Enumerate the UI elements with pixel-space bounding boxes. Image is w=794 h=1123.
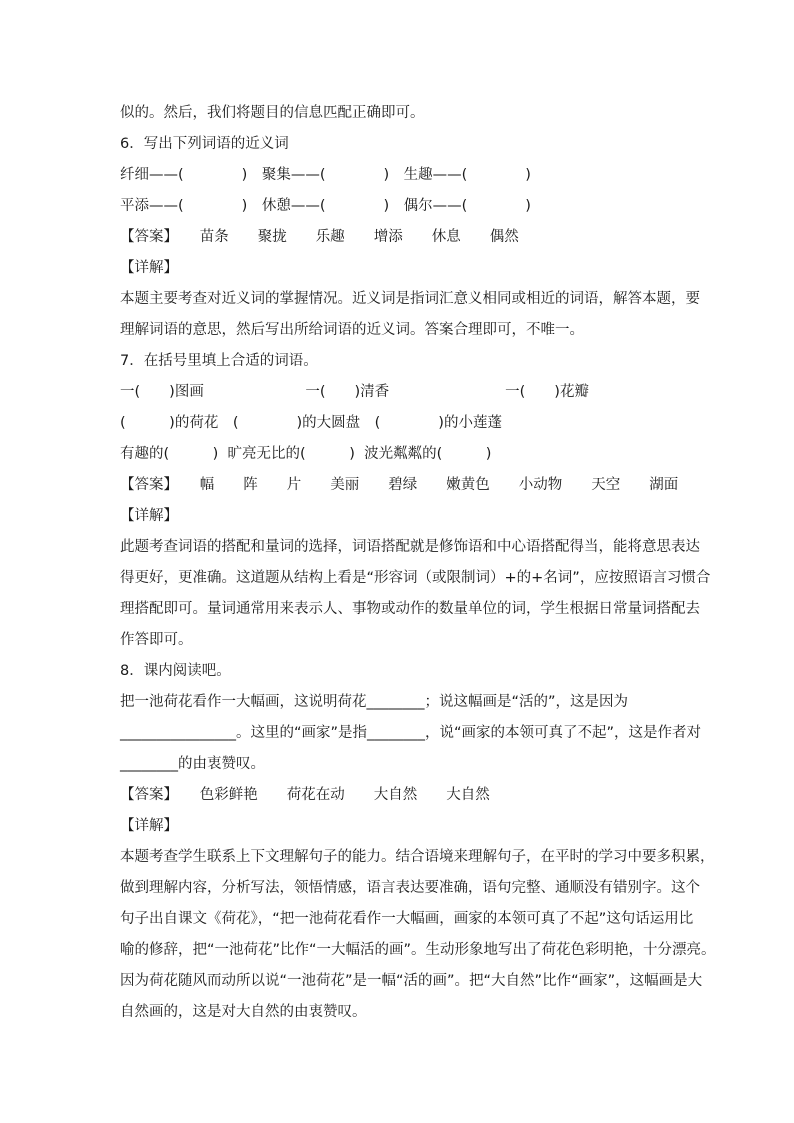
text-line: 把一池荷花看作一大幅画，这说明荷花________；说这幅画是“活的”，这是因为 — [120, 694, 629, 710]
question-7-row-1: 一( )图画 一( )清香 一( )花瓣 — [120, 384, 589, 400]
text-line: 做到理解内容，分析写法，领悟情感，语言表达要准确，语句完整、通顺没有错别字。这个 — [120, 880, 700, 896]
text-line: 此题考查词语的搭配和量词的选择，词语搭配就是修饰语和中心语搭配得当，能将意思表达 — [120, 539, 700, 555]
text-line: ________________。这里的“画家”是指________，说“画家的本领可真了不起”，这是作者对 — [120, 725, 702, 741]
question-6-row-2: 平添——( ) 休憩——( ) 偶尔——( ) — [120, 198, 531, 214]
text-line: 作答即可。 — [120, 632, 193, 648]
text-line: 得更好，更准确。这道题从结构上看是“形容词（或限制词）+的+名词”，应按照语言习惯合 — [120, 570, 711, 586]
text-line: 本题主要考查对近义词的掌握情况。近义词是指词汇意义相同或相近的词语，解答本题，要 — [120, 291, 700, 307]
text-line: 理搭配即可。量词通常用来表示人、事物或动作的数量单位的词，学生根据日常量词搭配去 — [120, 601, 700, 617]
text-line: ________的由衷赞叹。 — [120, 756, 265, 772]
explanation-label: 【详解】 — [120, 508, 178, 524]
text-line: 似的。然后，我们将题目的信息匹配正确即可。 — [120, 105, 425, 121]
text-line: 因为荷花随风而动所以说“一池荷花”是一幅“活的画”。把“大自然”比作“画家”，这幅画是大 — [120, 973, 703, 989]
answer-line: 【答案】 色彩鲜艳 荷花在动 大自然 大自然 — [120, 787, 490, 803]
question-6-row-1: 纤细——( ) 聚集——( ) 生趣——( ) — [120, 167, 531, 183]
text-line: 本题考查学生联系上下文理解句子的能力。结合语境来理解句子，在平时的学习中要多积累， — [120, 849, 715, 865]
answer-line: 【答案】 苗条 聚拢 乐趣 增添 休息 偶然 — [120, 229, 519, 245]
document-page — [120, 98, 716, 1028]
question-7-row-3: 有趣的( ) 旷亮无比的( ) 波光粼粼的( ) — [120, 446, 492, 462]
text-line: 喻的修辞，把“一池荷花”比作“一大幅活的画”。生动形象地写出了荷花色彩明艳，十分漂亮。 — [120, 942, 716, 958]
text-line: 理解词语的意思，然后写出所给词语的近义词。答案合理即可，不唯一。 — [120, 322, 584, 338]
question-7-title: 7．在括号里填上合适的词语。 — [120, 353, 318, 369]
explanation-label: 【详解】 — [120, 818, 178, 834]
answer-line: 【答案】 幅 阵 片 美丽 碧绿 嫩黄色 小动物 天空 湖面 — [120, 477, 679, 493]
question-8-title: 8．课内阅读吧。 — [120, 663, 231, 679]
text-line: 自然画的，这是对大自然的由衷赞叹。 — [120, 1004, 367, 1020]
question-6-title: 6．写出下列词语的近义词 — [120, 136, 289, 152]
question-7-row-2: ( )的荷花 ( )的大圆盘 ( )的小莲蓬 — [120, 415, 502, 431]
text-line: 句子出自课文《荷花》，“把一池荷花看作一大幅画，画家的本领可真了不起”这句话运用比 — [120, 911, 694, 927]
explanation-label: 【详解】 — [120, 260, 178, 276]
